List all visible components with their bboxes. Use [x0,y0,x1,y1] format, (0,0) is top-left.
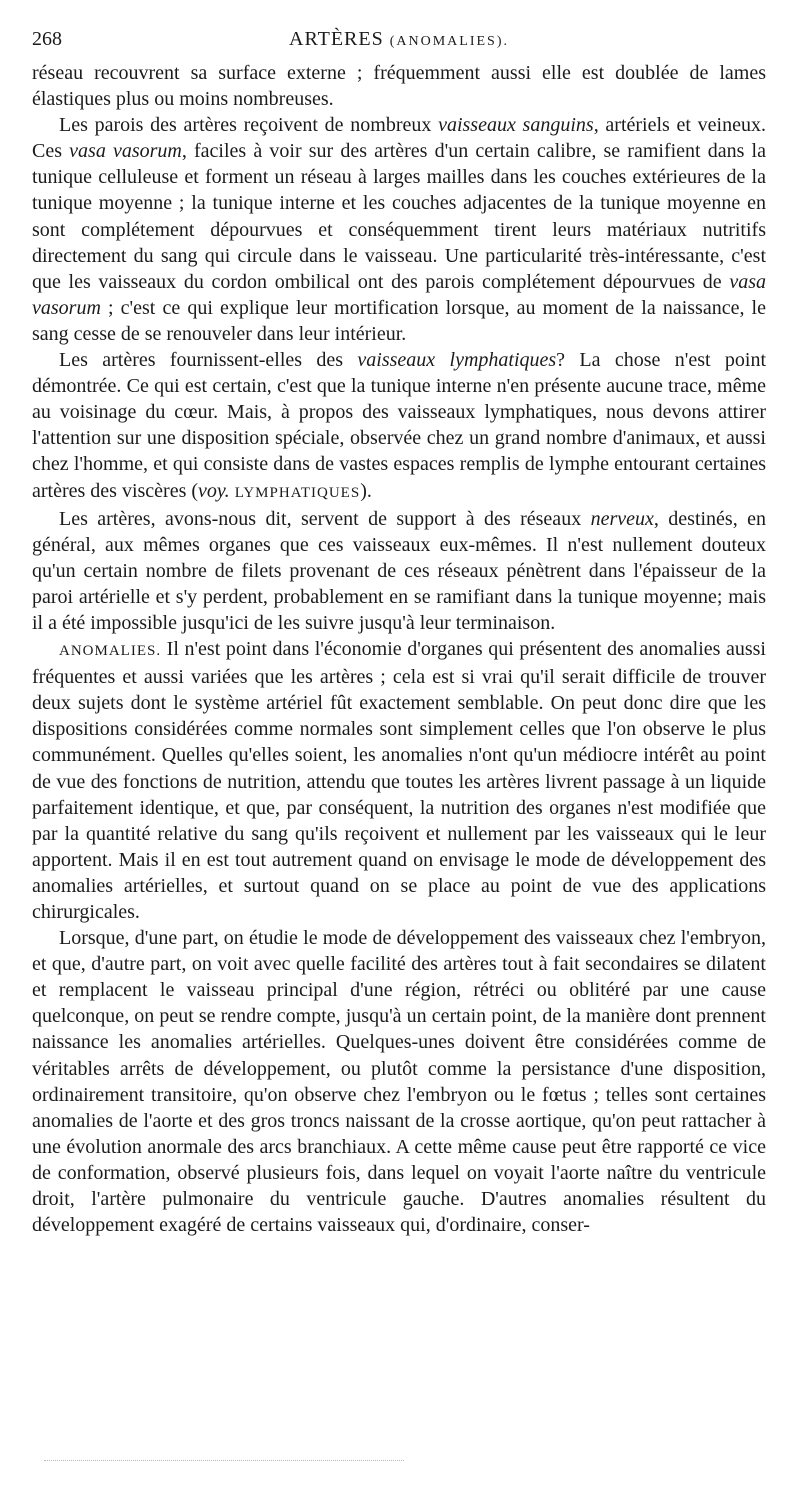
cross-reference: LYMPHATIQUES [234,484,361,501]
emphasis-term: vaisseaux lymphatiques [357,349,557,372]
section-heading: ANOMALIES. [59,643,162,660]
emphasis-term: nerveux [590,507,654,530]
paragraph-vasa-vasorum [32,112,766,347]
paragraph-developpement: Lorsque, d'une part, on étudie le mode de développement des vaisseaux chez l'embryon, et que, d'autre part, on voit avec quelle facilité des artères tout à fait secondaires se dilatent et remplacent le vaisseau principal d'une région, rétréci ou oblitéré par une cause quelconque, on peut se rendre compte, jusqu'à un certain point, de la manière dont prennent naissance les anomalies artérielles. Quelques-unes doivent être considérées comme de véritables arrêts de développement, ou plutôt comme la persistance d'une disposition, ordinairement transitoire, qu'on observe chez l'embryon ou le fœtus ; telles sont certaines anomalies de l'aorte et des gros troncs naissant de la crosse aortique, qu'on peut rattacher à une évolution anormale des arcs branchiaux. A cette même cause peut être rapporté ce vice de conformation, observé plusieurs fois, dans lequel on voyait l'aorte naître du ventricule droit, l'artère pulmonaire du ventricule gauche. D'autres anomalies résultent du développement exagéré de certains vaisseaux qui, d'ordinaire, conser- [32,927,766,1237]
emphasis-term: vaisseaux sanguins [438,114,594,137]
footer-rule [44,1460,404,1461]
text-run: , destinés, en général, aux mêmes organes que ces vaisseaux eux-mêmes. Il n'est nullement douteux qu'un certain nombre de filets provenant de ces réseaux pénètrent dans l'épaisseur de la paroi artérielle et s'y perdent, probablement en se ramifiant dans la tunique moyenne; mais il a été impossible jusqu'ici de les suivre jusqu'à leur terminaison. [32,507,766,634]
paragraph-nerveux [32,506,766,636]
text-run: ; c'est ce qui explique leur mortification lorsque, au moment de la naissance, le sang cesse de se renouveler dans leur intérieur. [32,296,766,345]
text-run: , faciles à voir sur des artères d'un certain calibre, se ramifient dans la tunique celluleuse et forment un réseau à larges mailles dans les couches extérieures de la tunique moyenne ; la tunique interne et les couches adjacentes de la tunique moyenne en sont complétement dépourvues et conséquemment tirent leurs matériaux nutritifs directement du sang qui circule dans le vaisseau. Une particularité très-intéressante, c'est que les vaisseaux du cordon ombilical ont des parois complétement dépourvues de [32,140,766,293]
text-run: Il n'est point dans l'économie d'organes qui présentent des anomalies aussi fréquentes et aussi variées que les artères ; cela est si vrai qu'il serait difficile de trouver deux sujets dont le système artériel fût exactement semblable. On peut donc dire que les dispositions considérées comme normales sont simplement celles que l'on observe le plus communément. Quelles qu'elles soient, les anomalies n'ont qu'un médiocre intérêt au point de vue des fonctions de nutrition, attendu que toutes les artères livrent passage à un liquide parfaitement identique, et que, par conséquent, la nutrition des organes n'est modifiée que par la quantité relative du sang qu'ils reçoivent et nullement par les vaisseaux qui le leur apportent. Mais il en est tout autrement quand on envisage le mode de développement des anomalies artérielles, et surtout quand on se place au point de vue des applications chirurgicales. [32,638,766,923]
page-number: 268 [32,28,62,50]
document-page [32,26,766,1238]
text-run: ). [360,479,372,502]
emphasis-term: voy. [198,479,230,502]
text-run: ? La chose n'est point démontrée. Ce qui est certain, c'est que la tunique interne n'en présente aucune trace, même au voisinage du cœur. Mais, à propos des vaisseaux lymphatiques, nous devons attirer l'attention sur une disposition spéciale, observée chez un grand nombre d'animaux, et aussi chez l'homme, et qui consiste dans de vastes espaces remplis de lymphe entourant certaines artères des viscères ( [32,349,767,502]
paragraph-continuation: réseau recouvrent sa surface externe ; fréquemment aussi elle est doublée de lames élastiques plus ou moins nombreuses. [32,62,766,111]
text-run: Les artères fournissent-elles des [59,349,358,372]
page-header [32,26,766,60]
text-run: , artériels et veineux. Ces [32,114,766,163]
emphasis-term: vasa vasorum [32,270,766,319]
emphasis-term: vasa vasorum [69,140,182,163]
paragraph-lymphatiques [32,347,766,506]
text-run: Les parois des artères reçoivent de nombreux [59,114,439,137]
running-title [32,28,766,51]
running-title-subtitle: (ANOMALIES). [389,34,509,49]
paragraph-anomalies [32,636,766,925]
text-run: Les artères, avons-nous dit, servent de support à des réseaux [59,507,591,530]
running-title-main: ARTÈRES [289,28,384,50]
